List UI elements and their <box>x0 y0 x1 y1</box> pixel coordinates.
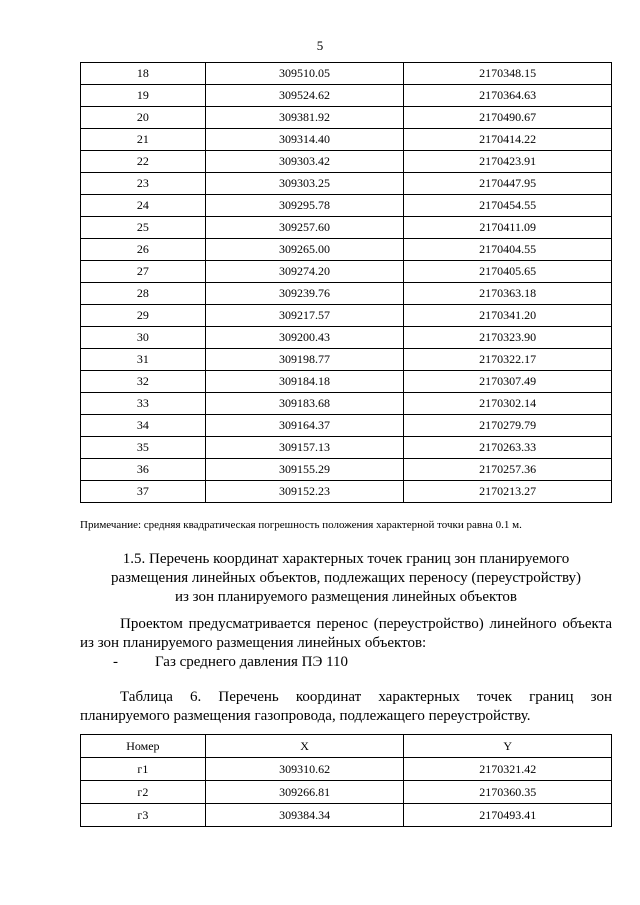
cell-number: 32 <box>81 371 206 393</box>
cell-x: 309303.42 <box>205 151 404 173</box>
paragraph-line: из зон планируемого размещения линейных объектов: <box>80 635 427 651</box>
table-row <box>81 415 612 437</box>
cell-y: 2170213.27 <box>404 481 612 503</box>
cell-x: 309274.20 <box>205 261 404 283</box>
cell-y: 2170302.14 <box>404 393 612 415</box>
table-6 <box>80 734 612 827</box>
cell-number: 23 <box>81 173 206 195</box>
table-row <box>81 305 612 327</box>
paragraph-line: Проектом предусматривается перенос (переустройство) линейного объекта <box>120 616 612 632</box>
list-marker: - <box>113 654 118 670</box>
table-row <box>81 261 612 283</box>
cell-x: 309164.37 <box>205 415 404 437</box>
cell-y: 2170360.35 <box>404 781 612 804</box>
table-row <box>81 173 612 195</box>
table-row <box>81 459 612 481</box>
cell-number: г3 <box>81 804 206 827</box>
table-row <box>81 283 612 305</box>
cell-number: 21 <box>81 129 206 151</box>
cell-x: 309314.40 <box>205 129 404 151</box>
header-x: X <box>205 735 404 758</box>
cell-x: 309155.29 <box>205 459 404 481</box>
cell-x: 309265.00 <box>205 239 404 261</box>
cell-number: 24 <box>81 195 206 217</box>
cell-y: 2170263.33 <box>404 437 612 459</box>
cell-x: 309510.05 <box>205 63 404 85</box>
coordinates-table-body <box>81 63 612 503</box>
cell-x: 309157.13 <box>205 437 404 459</box>
cell-y: 2170257.36 <box>404 459 612 481</box>
cell-y: 2170307.49 <box>404 371 612 393</box>
cell-number: 27 <box>81 261 206 283</box>
cell-y: 2170414.22 <box>404 129 612 151</box>
table-row <box>81 481 612 503</box>
cell-y: 2170279.79 <box>404 415 612 437</box>
table-row <box>81 217 612 239</box>
table-row <box>81 371 612 393</box>
cell-y: 2170411.09 <box>404 217 612 239</box>
table-note: Примечание: средняя квадратическая погрешность положения характерной точки равна 0.1 м. <box>80 519 522 531</box>
cell-number: 34 <box>81 415 206 437</box>
list-item <box>113 653 348 672</box>
cell-x: 309239.76 <box>205 283 404 305</box>
cell-number: 20 <box>81 107 206 129</box>
cell-x: 309152.23 <box>205 481 404 503</box>
cell-y: 2170490.67 <box>404 107 612 129</box>
section-heading-line: размещения линейных объектов, подлежащих переносу (переустройству) <box>110 570 582 586</box>
cell-number: 26 <box>81 239 206 261</box>
cell-x: 309310.62 <box>205 758 404 781</box>
cell-x: 309184.18 <box>205 371 404 393</box>
cell-x: 309200.43 <box>205 327 404 349</box>
table-row <box>81 239 612 261</box>
cell-y: 2170404.55 <box>404 239 612 261</box>
section-heading-line: 1.5. Перечень координат характерных точек границ зон планируемого <box>122 551 570 567</box>
cell-x: 309198.77 <box>205 349 404 371</box>
cell-y: 2170321.42 <box>404 758 612 781</box>
cell-x: 309257.60 <box>205 217 404 239</box>
cell-number: 35 <box>81 437 206 459</box>
table-row <box>81 758 612 781</box>
cell-y: 2170348.15 <box>404 63 612 85</box>
cell-number: 37 <box>81 481 206 503</box>
cell-y: 2170364.63 <box>404 85 612 107</box>
caption-line: планируемого размещения газопровода, подлежащего переустройству. <box>80 708 531 724</box>
cell-y: 2170363.18 <box>404 283 612 305</box>
cell-x: 309384.34 <box>205 804 404 827</box>
cell-y: 2170323.90 <box>404 327 612 349</box>
cell-y: 2170454.55 <box>404 195 612 217</box>
cell-x: 309217.57 <box>205 305 404 327</box>
cell-y: 2170447.95 <box>404 173 612 195</box>
table-row <box>81 63 612 85</box>
page-number: 5 <box>316 38 324 53</box>
table-row <box>81 129 612 151</box>
cell-number: 19 <box>81 85 206 107</box>
cell-number: 36 <box>81 459 206 481</box>
table-row <box>81 327 612 349</box>
cell-x: 309266.81 <box>205 781 404 804</box>
table-row <box>81 393 612 415</box>
table-6-body <box>81 758 612 827</box>
list-item-text: Газ среднего давления ПЭ 110 <box>155 654 349 670</box>
cell-x: 309183.68 <box>205 393 404 415</box>
cell-x: 309303.25 <box>205 173 404 195</box>
table-header-row <box>81 735 612 758</box>
cell-number: 33 <box>81 393 206 415</box>
table-row <box>81 781 612 804</box>
cell-number: 31 <box>81 349 206 371</box>
section-heading-line: из зон планируемого размещения линейных объектов <box>174 589 518 605</box>
cell-x: 309381.92 <box>205 107 404 129</box>
cell-y: 2170405.65 <box>404 261 612 283</box>
table-row <box>81 151 612 173</box>
cell-number: 22 <box>81 151 206 173</box>
cell-number: г1 <box>81 758 206 781</box>
table-row <box>81 437 612 459</box>
caption-line: Таблица 6. Перечень координат характерных точек границ зон <box>120 689 612 705</box>
coordinates-table <box>80 62 612 503</box>
table-row <box>81 85 612 107</box>
cell-y: 2170493.41 <box>404 804 612 827</box>
cell-x: 309295.78 <box>205 195 404 217</box>
table-row <box>81 195 612 217</box>
cell-number: 18 <box>81 63 206 85</box>
cell-y: 2170423.91 <box>404 151 612 173</box>
header-y: Y <box>404 735 612 758</box>
table-row <box>81 107 612 129</box>
table6-caption <box>80 688 612 726</box>
cell-y: 2170322.17 <box>404 349 612 371</box>
table-row <box>81 804 612 827</box>
cell-y: 2170341.20 <box>404 305 612 327</box>
cell-number: г2 <box>81 781 206 804</box>
cell-x: 309524.62 <box>205 85 404 107</box>
intro-paragraph <box>80 615 612 653</box>
header-number: Номер <box>81 735 206 758</box>
cell-number: 25 <box>81 217 206 239</box>
cell-number: 29 <box>81 305 206 327</box>
cell-number: 30 <box>81 327 206 349</box>
cell-number: 28 <box>81 283 206 305</box>
table-row <box>81 349 612 371</box>
section-heading <box>80 550 612 607</box>
